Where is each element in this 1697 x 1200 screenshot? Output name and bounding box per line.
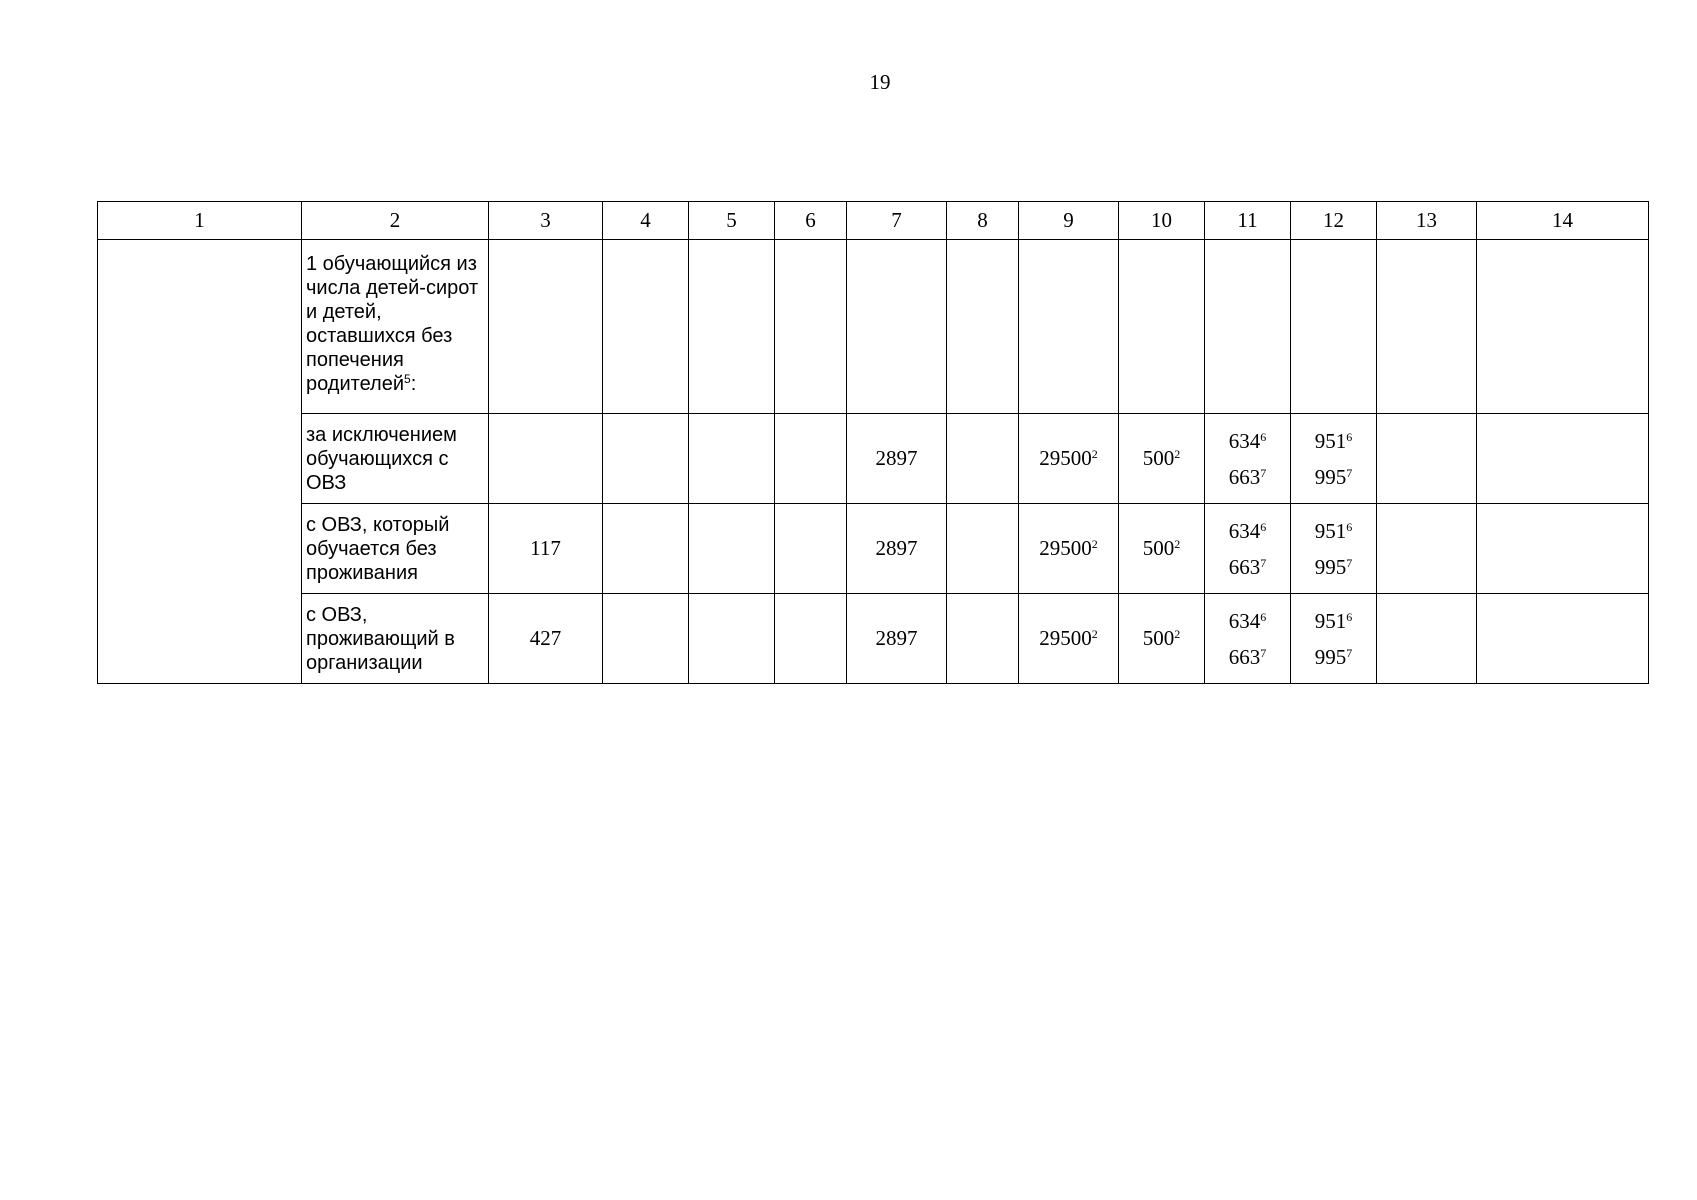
header-cell: 1 xyxy=(98,202,302,240)
empty-cell xyxy=(689,504,775,594)
footnote-ref: 7 xyxy=(1260,645,1267,660)
col12-line xyxy=(1291,549,1376,585)
col7-value: 2897 xyxy=(847,594,947,684)
header-cell: 10 xyxy=(1119,202,1205,240)
empty-cell xyxy=(603,504,689,594)
empty-cell xyxy=(603,594,689,684)
col11-line xyxy=(1205,459,1290,495)
footnote-ref: 2 xyxy=(1091,447,1098,461)
col9-cell xyxy=(1019,594,1119,684)
col12-cell xyxy=(1291,504,1377,594)
footnote-ref: 6 xyxy=(1260,609,1267,624)
col11-line xyxy=(1205,603,1290,639)
row-description xyxy=(302,240,489,414)
footnote-ref: 6 xyxy=(1346,519,1353,534)
col9-value: 29500 xyxy=(1039,536,1092,560)
col11-value-b: 663 xyxy=(1228,464,1261,489)
empty-cell xyxy=(947,240,1019,414)
col12-value-a: 951 xyxy=(1314,608,1347,633)
col10-cell xyxy=(1119,414,1205,504)
empty-cell xyxy=(1477,504,1649,594)
header-row xyxy=(98,202,1649,240)
footnote-ref: 6 xyxy=(1346,609,1353,624)
empty-cell xyxy=(689,240,775,414)
footnote-ref: 2 xyxy=(1091,537,1098,551)
col3-value: 117 xyxy=(489,504,603,594)
col10-cell xyxy=(1119,504,1205,594)
footnote-ref: 6 xyxy=(1260,519,1267,534)
empty-cell xyxy=(1477,594,1649,684)
col12-line xyxy=(1291,603,1376,639)
empty-cell xyxy=(1377,414,1477,504)
header-cell: 13 xyxy=(1377,202,1477,240)
col9-value: 29500 xyxy=(1039,446,1092,470)
col11-value-b: 663 xyxy=(1228,554,1261,579)
empty-cell xyxy=(603,240,689,414)
footnote-ref: 2 xyxy=(1091,627,1098,641)
header-cell: 6 xyxy=(775,202,847,240)
col11-value-a: 634 xyxy=(1228,608,1261,633)
empty-cell xyxy=(847,240,947,414)
col11-value-a: 634 xyxy=(1228,518,1261,543)
empty-cell xyxy=(1291,240,1377,414)
col10-value: 500 xyxy=(1142,446,1175,470)
col11-cell xyxy=(1205,594,1291,684)
header-cell: 12 xyxy=(1291,202,1377,240)
description-suffix: : xyxy=(410,373,417,395)
row-description: с ОВЗ, который обучается без проживания xyxy=(302,504,489,594)
row-description: с ОВЗ, проживающий в организации xyxy=(302,594,489,684)
col12-line xyxy=(1291,423,1376,459)
footnote-ref: 7 xyxy=(1260,555,1267,570)
empty-cell xyxy=(603,414,689,504)
col11-line xyxy=(1205,549,1290,585)
empty-cell xyxy=(689,594,775,684)
row-description: за исключением обучающихся с ОВЗ xyxy=(302,414,489,504)
col7-value: 2897 xyxy=(847,414,947,504)
empty-cell xyxy=(1477,414,1649,504)
footnote-ref: 7 xyxy=(1346,555,1353,570)
col9-value: 29500 xyxy=(1039,626,1092,650)
empty-cell xyxy=(775,414,847,504)
empty-cell xyxy=(775,240,847,414)
col3-value: 427 xyxy=(489,594,603,684)
empty-cell xyxy=(1377,594,1477,684)
col12-value-b: 995 xyxy=(1314,644,1347,669)
header-cell: 5 xyxy=(689,202,775,240)
col11-cell xyxy=(1205,414,1291,504)
col9-cell xyxy=(1019,414,1119,504)
col12-line xyxy=(1291,459,1376,495)
header-cell: 8 xyxy=(947,202,1019,240)
empty-cell xyxy=(1119,240,1205,414)
col12-value-b: 995 xyxy=(1314,554,1347,579)
footnote-ref: 7 xyxy=(1260,465,1267,480)
col12-value-b: 995 xyxy=(1314,464,1347,489)
col12-value-a: 951 xyxy=(1314,428,1347,453)
page-number: 19 xyxy=(869,70,891,94)
footnote-ref: 5 xyxy=(404,372,411,386)
table-row xyxy=(98,240,1649,414)
data-table xyxy=(97,201,1649,684)
empty-cell xyxy=(1477,240,1649,414)
footnote-ref: 2 xyxy=(1174,537,1181,551)
col12-cell xyxy=(1291,594,1377,684)
col11-line xyxy=(1205,639,1290,675)
col12-cell xyxy=(1291,414,1377,504)
header-cell: 4 xyxy=(603,202,689,240)
col11-line xyxy=(1205,423,1290,459)
table-row xyxy=(98,594,1649,684)
empty-cell xyxy=(1019,240,1119,414)
col12-value-a: 951 xyxy=(1314,518,1347,543)
col11-value-a: 634 xyxy=(1228,428,1261,453)
col11-line xyxy=(1205,513,1290,549)
header-cell: 14 xyxy=(1477,202,1649,240)
footnote-ref: 2 xyxy=(1174,627,1181,641)
col11-value-b: 663 xyxy=(1228,644,1261,669)
footnote-ref: 6 xyxy=(1346,429,1353,444)
empty-cell xyxy=(689,414,775,504)
table-row xyxy=(98,504,1649,594)
header-cell: 11 xyxy=(1205,202,1291,240)
footnote-ref: 6 xyxy=(1260,429,1267,444)
footnote-ref: 7 xyxy=(1346,465,1353,480)
empty-cell xyxy=(775,594,847,684)
empty-cell xyxy=(1377,504,1477,594)
empty-cell xyxy=(947,594,1019,684)
header-cell: 9 xyxy=(1019,202,1119,240)
col9-cell xyxy=(1019,504,1119,594)
col7-value: 2897 xyxy=(847,504,947,594)
empty-cell xyxy=(947,504,1019,594)
col10-value: 500 xyxy=(1142,536,1175,560)
col12-line xyxy=(1291,513,1376,549)
footnote-ref: 2 xyxy=(1174,447,1181,461)
col10-value: 500 xyxy=(1142,626,1175,650)
col11-cell xyxy=(1205,504,1291,594)
table-row xyxy=(98,414,1649,504)
header-cell: 7 xyxy=(847,202,947,240)
empty-cell xyxy=(489,240,603,414)
empty-cell xyxy=(98,240,302,684)
header-cell: 2 xyxy=(302,202,489,240)
empty-cell xyxy=(775,504,847,594)
empty-cell xyxy=(1377,240,1477,414)
empty-cell xyxy=(1205,240,1291,414)
description-text: 1 обучающийся из числа детей-сирот и детей, оставшихся без попечения родителей xyxy=(306,253,479,395)
col3-value xyxy=(489,414,603,504)
col10-cell xyxy=(1119,594,1205,684)
header-cell: 3 xyxy=(489,202,603,240)
empty-cell xyxy=(947,414,1019,504)
footnote-ref: 7 xyxy=(1346,645,1353,660)
col12-line xyxy=(1291,639,1376,675)
